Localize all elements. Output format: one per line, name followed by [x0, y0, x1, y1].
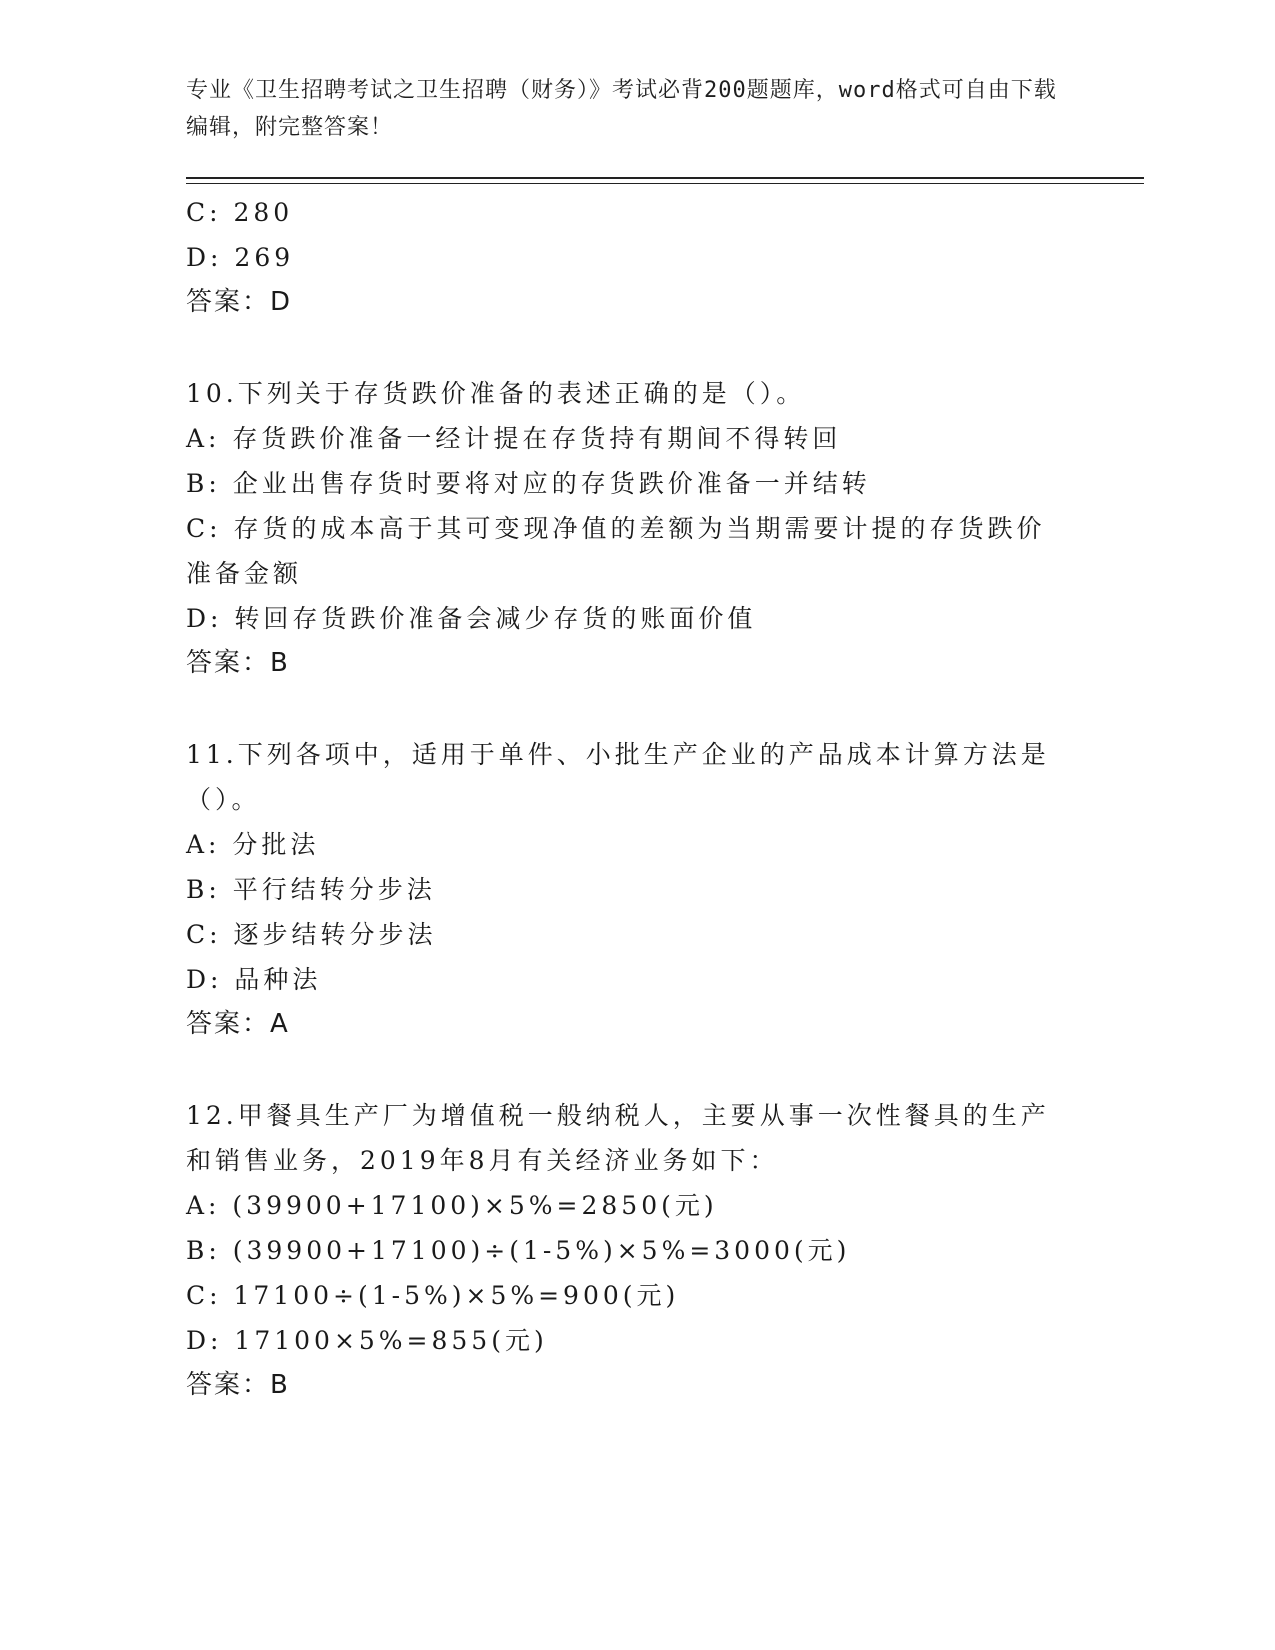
spacer — [186, 325, 1066, 371]
option-d: D: 转回存货跌价准备会减少存货的账面价值 — [186, 604, 757, 633]
option-c: C: 逐步结转分步法 — [186, 920, 437, 949]
document-body — [186, 190, 1066, 1408]
option-b: B: (39900+17100)÷(1-5%)×5%=3000(元) — [186, 1236, 851, 1265]
option-d: D: 269 — [186, 243, 295, 272]
answer: 答案：B — [186, 1370, 290, 1400]
option-a: A: (39900+17100)×5%=2850(元) — [186, 1191, 718, 1220]
option-b: B: 平行结转分步法 — [186, 875, 436, 904]
option-c: C: 280 — [186, 198, 294, 227]
option-c: C: 17100÷(1-5%)×5%=900(元) — [186, 1281, 680, 1310]
option-b: B: 企业出售存货时要将对应的存货跌价准备一并结转 — [186, 469, 871, 498]
question-9-tail — [186, 190, 1066, 325]
page-header: 专业《卫生招聘考试之卫生招聘（财务）》考试必背200题题库，word格式可自由下载编辑，附完整答案！ — [186, 78, 1057, 140]
option-c: C: 存货的成本高于其可变现净值的差额为当期需要计提的存货跌价准备金额 — [186, 514, 1046, 588]
header-divider-thin — [186, 183, 1144, 184]
question-stem: 12.甲餐具生产厂为增值税一般纳税人，主要从事一次性餐具的生产和销售业务，2019年8月有关经济业务如下： — [186, 1101, 1050, 1175]
question-11 — [186, 732, 1066, 1047]
answer: 答案：D — [186, 287, 293, 317]
answer: 答案：B — [186, 648, 290, 678]
header-divider — [186, 177, 1144, 179]
question-10 — [186, 371, 1066, 686]
question-12 — [186, 1093, 1066, 1408]
option-d: D: 17100×5%=855(元) — [186, 1326, 548, 1355]
answer: 答案：A — [186, 1009, 290, 1039]
spacer — [186, 686, 1066, 732]
spacer — [186, 1047, 1066, 1093]
question-stem: 11.下列各项中，适用于单件、小批生产企业的产品成本计算方法是（）。 — [186, 740, 1050, 814]
option-a: A: 存货跌价准备一经计提在存货持有期间不得转回 — [186, 424, 842, 453]
question-stem: 10.下列关于存货跌价准备的表述正确的是（）。 — [186, 379, 806, 408]
option-a: A: 分批法 — [186, 830, 320, 859]
option-d: D: 品种法 — [186, 965, 322, 994]
